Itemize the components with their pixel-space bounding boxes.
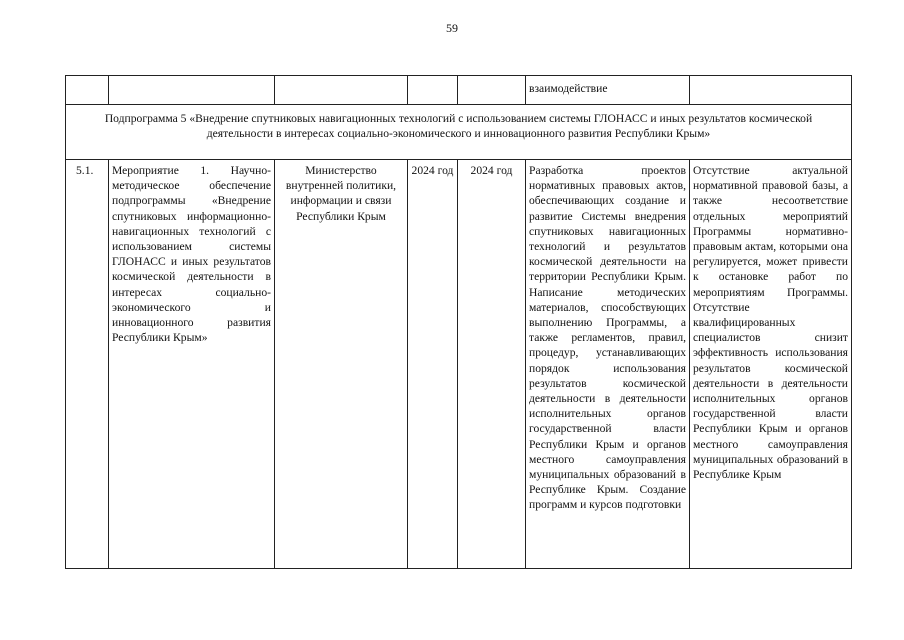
- cell-empty: [458, 76, 526, 105]
- cell-empty: [408, 76, 458, 105]
- start-year: 2024 год: [408, 160, 458, 569]
- cell-empty: [275, 76, 408, 105]
- cell-empty: [66, 76, 109, 105]
- consequences: Отсутствие актуальной нормативной правовой базы, а также несоответствие отдельных мероприятий Программы нормативно-правовым актам, которыми она регулируется, может привести к остановке работ по мероприятиям Программы. Отсутствие квалифицированных специалистов снизит эффективность использования результатов космической деятельности в деятельности исполнительных органов государственной власти Республики Крым и органов местного самоуправления муниципальных образований в Республике Крым: [690, 160, 852, 569]
- cell-result-continuation: взаимодействие: [526, 76, 690, 105]
- subprogram-title: Подпрограмма 5 «Внедрение спутниковых навигационных технологий с использованием системы ГЛОНАСС и иных результатов космической деятельности в интересах социально-экономического и инновационного развития Республики Крым»: [66, 105, 852, 160]
- continuation-row: [66, 76, 852, 105]
- measure-description: Мероприятие 1. Научно-методическое обеспечение подпрограммы «Внедрение спутниковых информационно-навигационных технологий с использованием системы ГЛОНАСС и иных результатов космической деятельности в интересах социально-экономического и инновационного развития Республики Крым»: [109, 160, 275, 569]
- page-number: 59: [446, 21, 458, 35]
- table-row: [66, 160, 852, 569]
- subprogram-row: [66, 105, 852, 160]
- measures-table: [65, 75, 852, 569]
- expected-result: Разработка проектов нормативных правовых актов, обеспечивающих создание и развитие Системы внедрения спутниковых навигационных технологий и результатов космической деятельности на территории Республики Крым. Написание методических материалов, способствующих выполнению Программы, а также регламентов, правил, процедур, устанавливающих порядок использования результатов космической деятельности в деятельности исполнительных органов государственной власти Республики Крым и органов местного самоуправления муниципальных образований в Республике Крым. Создание программ и курсов подготовки: [526, 160, 690, 569]
- row-number: 5.1.: [66, 160, 109, 569]
- cell-empty: [109, 76, 275, 105]
- end-year: 2024 год: [458, 160, 526, 569]
- cell-empty: [690, 76, 852, 105]
- executor: Министерство внутренней политики, информации и связи Республики Крым: [275, 160, 408, 569]
